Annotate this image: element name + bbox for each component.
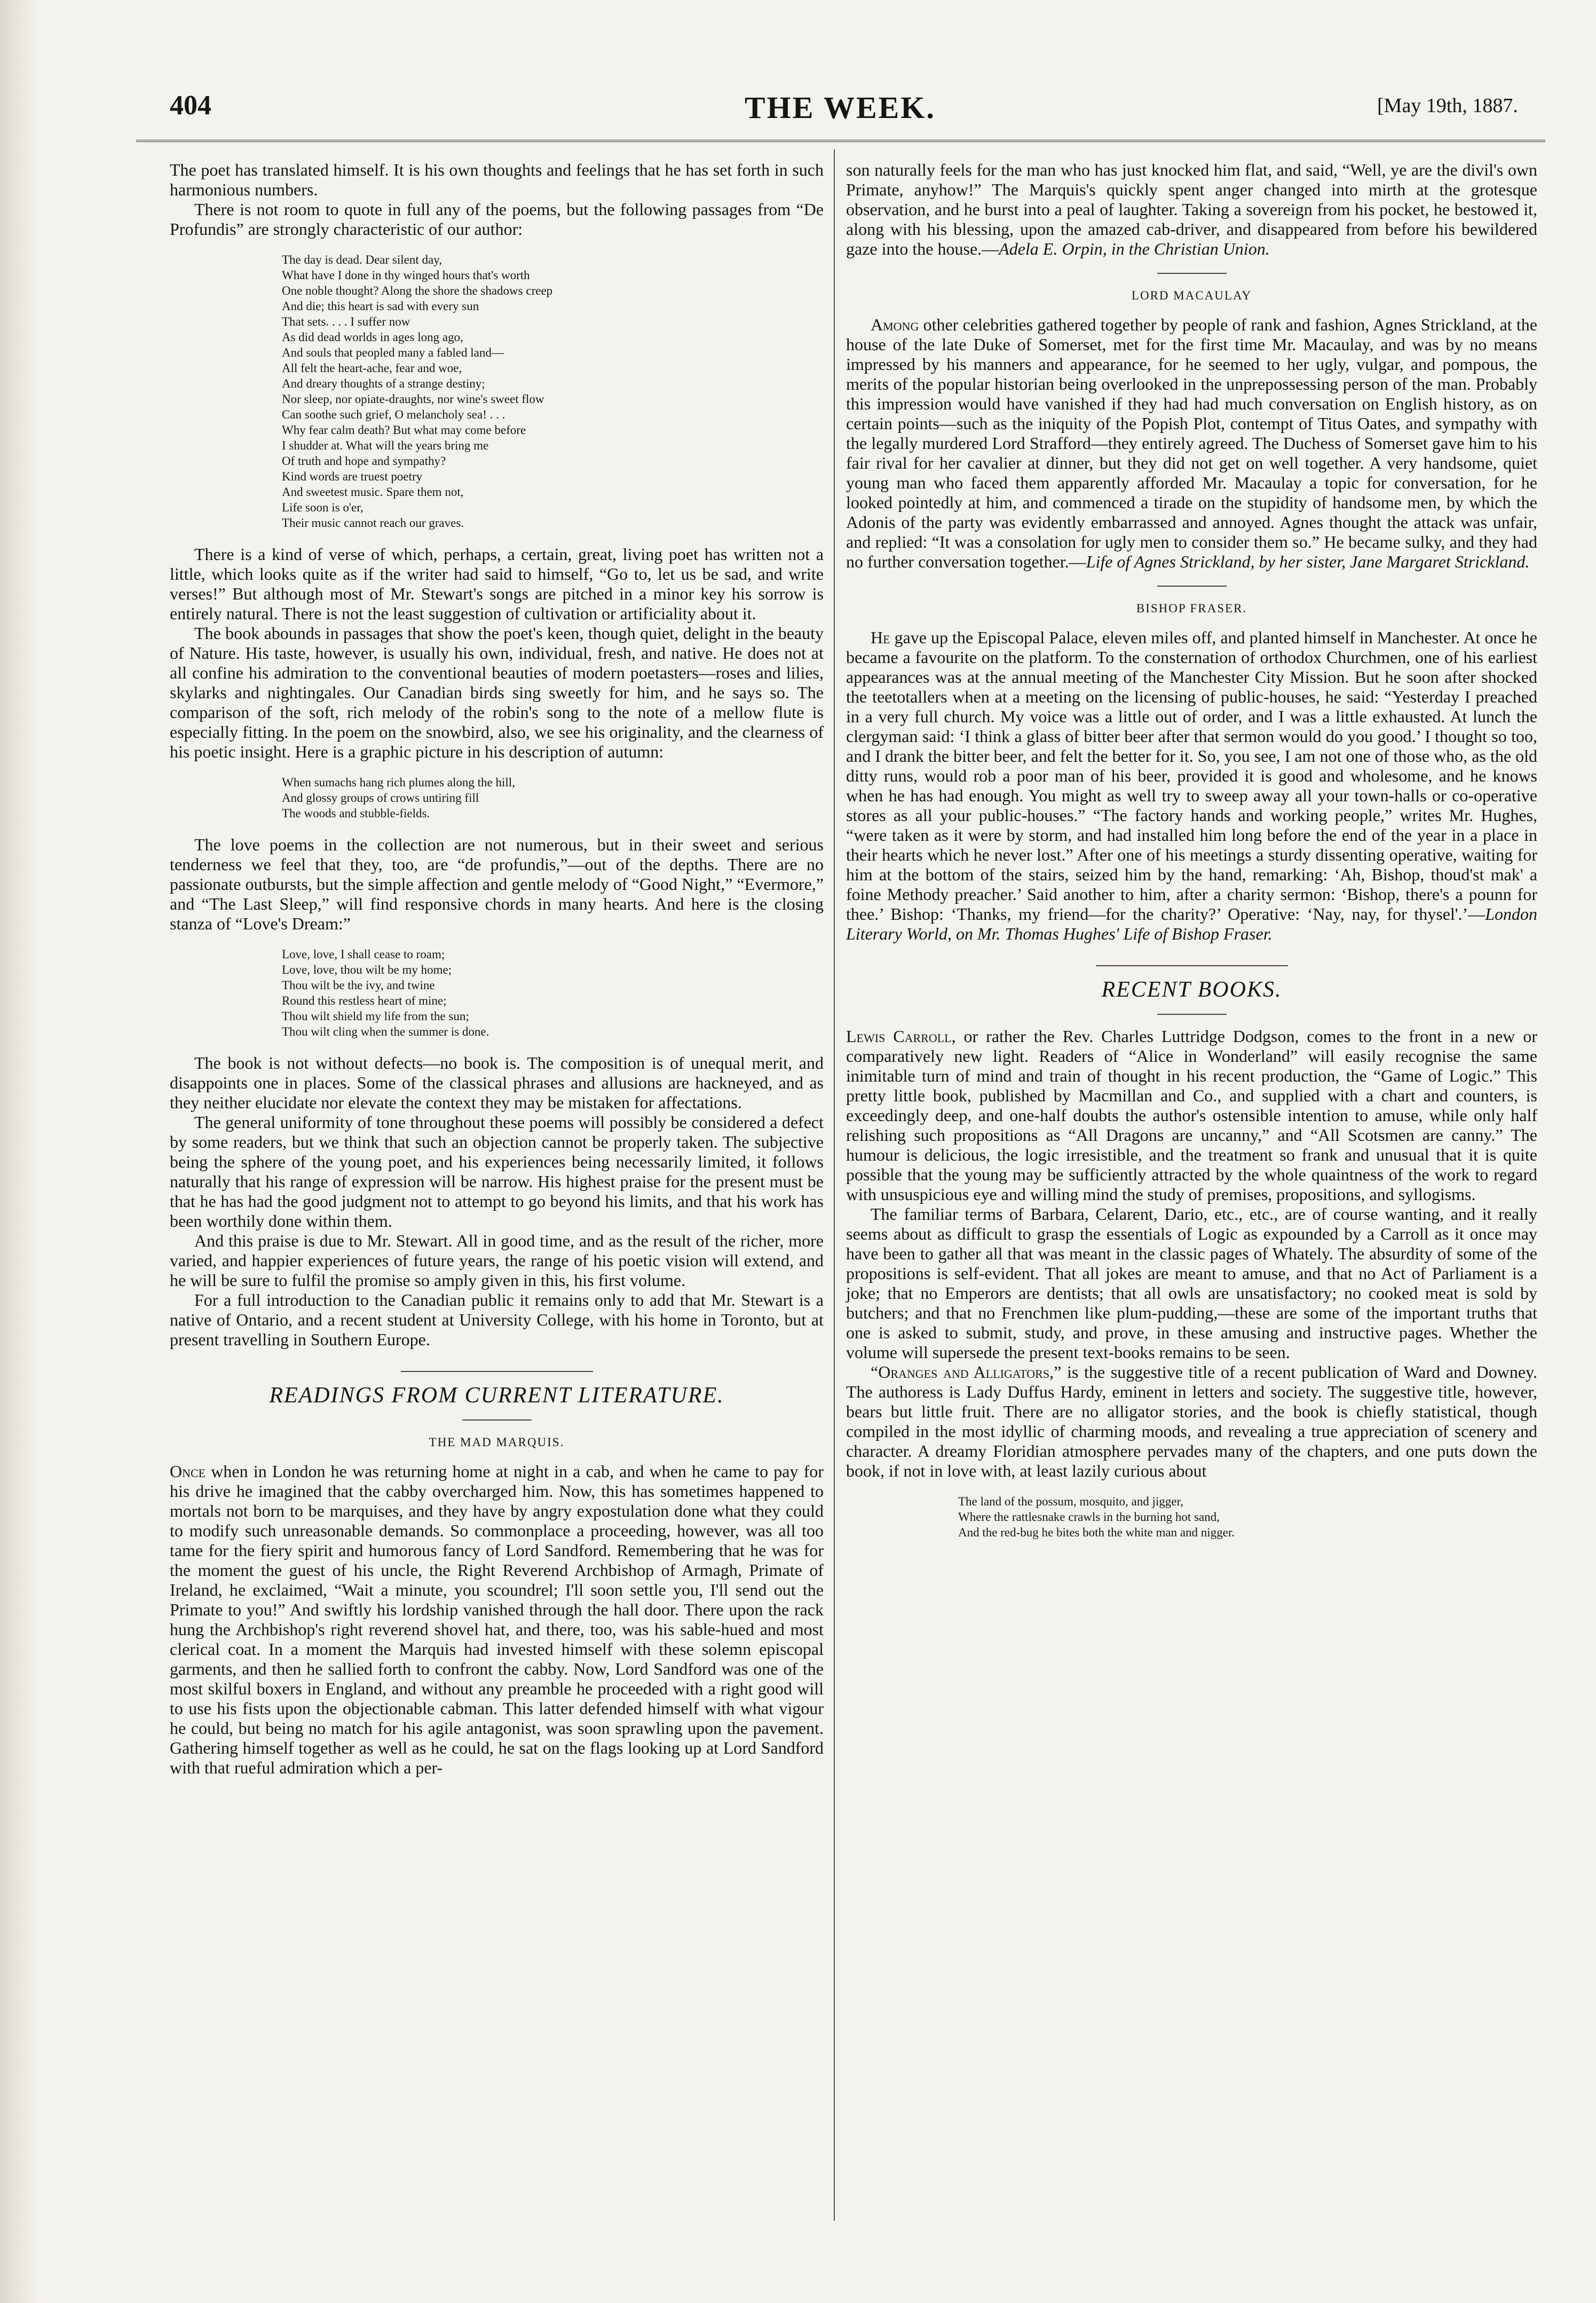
issue-date: [May 19th, 1887. (1377, 94, 1518, 117)
left-column (170, 160, 824, 1778)
poem-line: Thou wilt be the ivy, and twine (282, 979, 435, 992)
review-paragraph: And this praise is due to Mr. Stewart. All in good time, and as the result of the richer, more varied, and happier experiences of future years, the range of his poetic vision will extend, and he will be sure to fulfil the promise so amply given in this, his first volume. (170, 1231, 824, 1290)
section-rule (462, 1419, 532, 1421)
poem-line: And glossy groups of crows untiring fill (282, 791, 479, 805)
poem-line: Life soon is o'er, (282, 501, 364, 514)
readings-section-title: READINGS FROM CURRENT LITERATURE. (269, 1383, 724, 1408)
bishop-fraser-heading: BISHOP FRASER. (1136, 602, 1247, 615)
poem-line: The day is dead. Dear silent day, (282, 253, 442, 266)
page-header (0, 90, 1596, 132)
mad-marquis-paragraph (170, 1462, 824, 1778)
poem-line: Round this restless heart of mine; (282, 994, 447, 1007)
lead-word: Among (871, 315, 919, 334)
poem-line: Thou wilt cling when the summer is done. (282, 1025, 489, 1038)
section-rule (1096, 965, 1288, 966)
poem-line: Why fear calm death? But what may come before (282, 423, 526, 437)
poem-line: Of truth and hope and sympathy? (282, 454, 446, 468)
poem-line: All felt the heart-ache, fear and woe, (282, 361, 462, 375)
poem-line: Nor sleep, nor opiate-draughts, nor wine's sweet flow (282, 392, 544, 406)
lead-word: He (871, 628, 890, 647)
paragraph-body: , or rather the Rev. Charles Luttridge Dodgson, comes to the front in a new or comparatively new light. Readers of “Alice in Wonderland” will easily recognise the same inimitable turn of mind and train of thought in his recent production, the “Game of Logic.” This pretty little book, published by Macmillan and Co., and supplied with a chart and counters, is exceedingly deep, and one-half doubts the author's ostensible intention to amuse, while only half relishing such propositions as “All Dragons are uncanny,” and “All Scotsmen are canny.” The humour is delicious, the logic irresistible, and the treatment so frank and unusual that it is quite possible that the young may be sufficiently attracted by the whole quaintness of the work to regard with unsuspicious eye and willing mind the study of premises, propositions, and syllogisms. (846, 1027, 1538, 1204)
poem-florida (958, 1494, 1537, 1540)
recent-books-paragraph: The familiar terms of Barbara, Celarent, Dario, etc., etc., are of course wanting, and it really seems about as difficult to grasp the essentials of Logic as expounded by a Carroll as it once may have been to gather all that was meant in the classic pages of Whately. The absurdity of some of the propositions is self-evident. That all jokes are meant to amuse, and that no Act of Parliament is a joke; that no Emperors are dentists; that all owls are unsatisfactory; no cooked meat is sold by butchers; and that no Frenchmen like plum-pudding,—these are some of the important truths that one is asked to submit, study, and prove, in these amusing and instructive pages. Whether the volume will supersede the present text-books remains to be seen. (846, 1204, 1537, 1362)
poem-line: And souls that peopled many a fabled land— (282, 346, 504, 359)
page-number: 404 (170, 90, 211, 121)
poem-de-profundis (282, 252, 824, 531)
review-paragraph: The poet has translated himself. It is his own thoughts and feelings that he has set forth in such harmonious numbers. (170, 160, 824, 199)
paragraph-body: son naturally feels for the man who has just knocked him flat, and said, “Well, ye are the divil's own Primate, anyhow!” The Marquis's quickly spent anger changed into mirth at the grotesque observation, and he burst into a peal of laughter. Taking a sovereign from his pocket, he bestowed it, along with his blessing, upon the amazed cab-driver, and disappeared from before his bewildered gaze into the house.— (846, 160, 1537, 258)
fraser-paragraph (846, 628, 1537, 944)
poem-line: The land of the possum, mosquito, and jigger, (958, 1495, 1183, 1508)
lord-macaulay-heading: LORD MACAULAY (1131, 289, 1252, 302)
review-paragraph: The general uniformity of tone throughout these poems will possibly be considered a defect by some readers, but we think that such an objection cannot be properly taken. The subjective being the sphere of the young poet, and his experiences being necessarily limited, it follows naturally that his range of expression will be narrow. His highest praise for the present must be that he has had the good judgment not to attempt to go beyond his limits, and that his work has been worthily done within them. (170, 1113, 824, 1231)
section-rule (1157, 1014, 1227, 1015)
section-rule (1157, 586, 1227, 587)
paragraph-body: is the suggestive title of a recent publication of Ward and Downey. The authoress is Lady Duffus Hardy, eminent in letters and society. The suggestive title, however, bears but little fruit. There are no alligator stories, and the book is chiefly statistical, though compiled in the most idyllic of charming moods, and revealing a true appreciation of scenery and character. A dreamy Floridian atmosphere pervades many of the chapters, and one puts down the book, if not in love with, at least lazily curious about (846, 1362, 1537, 1480)
lead-word: Once (170, 1462, 206, 1481)
poem-line: Love, love, I shall cease to roam; (282, 948, 445, 961)
poem-line: And die; this heart is sad with every sun (282, 299, 479, 313)
poem-line: Love, love, thou wilt be my home; (282, 963, 452, 976)
source-credit: Life of Agnes Strickland, by her sister, Jane Margaret Strickland. (1086, 552, 1530, 571)
section-rule (1157, 273, 1227, 274)
poem-line: And the red-bug he bites both the white man and nigger. (958, 1526, 1235, 1539)
lead-word: Lewis Carroll (846, 1027, 952, 1046)
mad-marquis-continuation (846, 160, 1537, 259)
right-column (846, 160, 1537, 1554)
review-paragraph: There is not room to quote in full any of the poems, but the following passages from “De Profundis” are strongly characteristic of our author: (170, 200, 824, 239)
poem-line: That sets. . . . I suffer now (282, 315, 410, 328)
header-rule (136, 140, 1545, 142)
macaulay-paragraph (846, 315, 1537, 572)
poem-line: One noble thought? Along the shore the shadows creep (282, 284, 553, 297)
poem-line: As did dead worlds in ages long ago, (282, 330, 463, 344)
lead-word: “Oranges and Alligators,” (871, 1362, 1062, 1382)
paragraph-body: other celebrities gathered together by people of rank and fashion, Agnes Strickland, at the house of the late Duke of Somerset, met for the first time Mr. Macaulay, and was by no means impressed by his manners and appearance, for he seemed to her ugly, vulgar, and pompous, the merits of the popular historian being overlooked in the unprepossessing person of the man. Probably this impression would have vanished if they had had much conversation on English history, as on certain points—such as the iniquity of the Popish Plot, contempt of Titus Oates, and sympathy with the legally murdered Lord Strafford—they entirely agreed. The Duchess of Somerset gave him to his fair rival for her cavalier at dinner, but they did not get on well together. A very handsome, quiet young man who faced them apparently afforded Mr. Macaulay a topic for conversation, for he looked pointedly at him, and commenced a tirade on the stupidity of handsome men, by which the Adonis of the party was evidently embarrassed and annoyed. Agnes thought the attack was unfair, and replied: “It was a consolation for ugly men to consider them so.” He became sulky, and they had no further conversation together.— (846, 315, 1537, 571)
poem-line: Where the rattlesnake crawls in the burning hot sand, (958, 1510, 1220, 1524)
mad-marquis-heading: THE MAD MARQUIS. (429, 1436, 565, 1449)
poem-line: The woods and stubble-fields. (282, 807, 430, 820)
poem-line: And dreary thoughts of a strange destiny; (282, 377, 485, 390)
review-paragraph: There is a kind of verse of which, perhaps, a certain, great, living poet has written not a little, which looks quite as if the writer had said to himself, “Go to, let us be sad, and write verses!” But although most of Mr. Stewart's songs are pitched in a minor key his sorrow is entirely natural. There is not the least suggestion of cultivation or artificiality about it. (170, 545, 824, 623)
poem-autumn (282, 775, 824, 821)
paragraph-body: when in London he was returning home at night in a cab, and when he came to pay for his drive he imagined that the cabby overcharged him. Now, this has sometimes happened to mortals not born to be marquises, and they have by angry expostulation done what they could to modify such unreasonable demands. So commonplace a proceeding, however, was all too tame for the fiery spirit and humorous fancy of Lord Sandford. Remembering that he was for the moment the guest of his uncle, the Right Reverend Archbishop of Armagh, Primate of Ireland, he exclaimed, “Wait a minute, you scoundrel; I'll soon settle you, I'll send out the Primate to you!” And swiftly his lordship vanished through the hall door. There upon the rack hung the Archbishop's right reverend shovel hat, and there, too, was his sable-hued and most clerical coat. In a moment the Marquis had invested himself with these solemn episcopal garments, and then he sallied forth to confront the cabby. Now, Lord Sandford was one of the most skilful boxers in England, and without any preamble he proceeded with a right good will to use his fists upon the objectionable cabman. This latter defended himself with what vigour he could, but being no match for his agile antagonist, was soon sprawling upon the pavement. Gathering himself together as well as he could, he sat on the flags looking up at Lord Sandford with that rueful admiration which a per- (170, 1462, 824, 1777)
poem-line: I shudder at. What will the years bring me (282, 439, 489, 452)
recent-books-paragraph (846, 1362, 1537, 1481)
recent-books-title: RECENT BOOKS. (1101, 977, 1282, 1002)
poem-line: Kind words are truest poetry (282, 470, 423, 483)
column-divider (834, 149, 835, 2221)
recent-books-paragraph (846, 1027, 1537, 1204)
poem-line: Their music cannot reach our graves. (282, 516, 464, 530)
review-paragraph: The book is not without defects—no book is. The composition is of unequal merit, and disappoints one in places. Some of the classical phrases and allusions are hackneyed, and as they neither elucidate nor elevate the context they may be mistaken for affectations. (170, 1053, 824, 1112)
review-paragraph: For a full introduction to the Canadian public it remains only to add that Mr. Stewart is a native of Ontario, and a recent student at University College, with his home in Toronto, but at present travelling in Southern Europe. (170, 1290, 824, 1349)
section-rule (401, 1371, 593, 1372)
masthead: THE WEEK. (745, 90, 936, 125)
review-paragraph: The love poems in the collection are not numerous, but in their sweet and serious tenderness we feel that they, too, are “de profundis,”—out of the depths. There are no passionate outbursts, but the simple affection and gentle melody of “Good Night,” “Evermore,” and “The Last Sleep,” will find responsive chords in many hearts. And here is the closing stanza of “Love's Dream:” (170, 835, 824, 933)
page-binding-edge (0, 0, 37, 2303)
poem-line: When sumachs hang rich plumes along the hill, (282, 776, 515, 789)
poem-loves-dream (282, 947, 824, 1039)
source-credit: Adela E. Orpin, in the Christian Union. (999, 239, 1270, 258)
source-credit: London Literary World, on Mr. Thomas Hughes' Life of Bishop Fraser. (846, 904, 1537, 943)
paragraph-body: gave up the Episcopal Palace, eleven miles off, and planted himself in Manchester. At once he became a favourite on the platform. To the consternation of orthodox Churchmen, one of his earliest appearances was at the annual meeting of the Manchester City Mission. But he soon after shocked the teetotallers when at a meeting on the licensing of public-houses, he said: “Yesterday I preached in a very full church. My voice was a little out of order, and I was a little exhausted. At lunch the clergyman said: ‘I think a glass of bitter beer after that sermon would do you good.’ I thought so too, and I drank the bitter beer, and felt the better for it. So, you see, I am not one of those who, as the old ditty runs, would rob a poor man of his beer, provided it is good and wholesome, and he knows when he has had enough. You might as well try to sweep away all your town-halls or co-operative stores as all your public-houses.” “The factory hands and working people,” writes Mr. Hughes, “were taken as it were by storm, and had installed him long before the end of the year in a place in their hearts which he never lost.” After one of his meetings a sturdy dissenting operative, waiting for him at the bottom of the stairs, seized him by the hand, remarking: ‘Ah, Bishop, thoud'st mak' a foine Methody preacher.’ Said another to him, after a charity sermon: ‘Bishop, there's a pounn for thee.’ Bishop: ‘Thanks, my friend—for the charity?’ Operative: ‘Nay, nay, for thysel'.’— (846, 628, 1537, 924)
poem-line: Thou wilt shield my life from the sun; (282, 1009, 469, 1023)
poem-line: Can soothe such grief, O melancholy sea! . . . (282, 408, 505, 421)
review-paragraph: The book abounds in passages that show the poet's keen, though quiet, delight in the beauty of Nature. His taste, however, is usually his own, individual, fresh, and native. He does not at all confine his admiration to the conventional beauties of modern poetasters—roses and lilies, skylarks and nightingales. Our Canadian birds sing sweetly for him, and he says so. The comparison of the soft, rich melody of the robin's song to the note of a mellow flute is especially fitting. In the poem on the snowbird, also, we see his originality, and the clearness of his poetic insight. Here is a graphic picture in his description of autumn: (170, 624, 824, 761)
poem-line: What have I done in thy winged hours that's worth (282, 269, 530, 282)
poem-line: And sweetest music. Spare them not, (282, 485, 464, 499)
